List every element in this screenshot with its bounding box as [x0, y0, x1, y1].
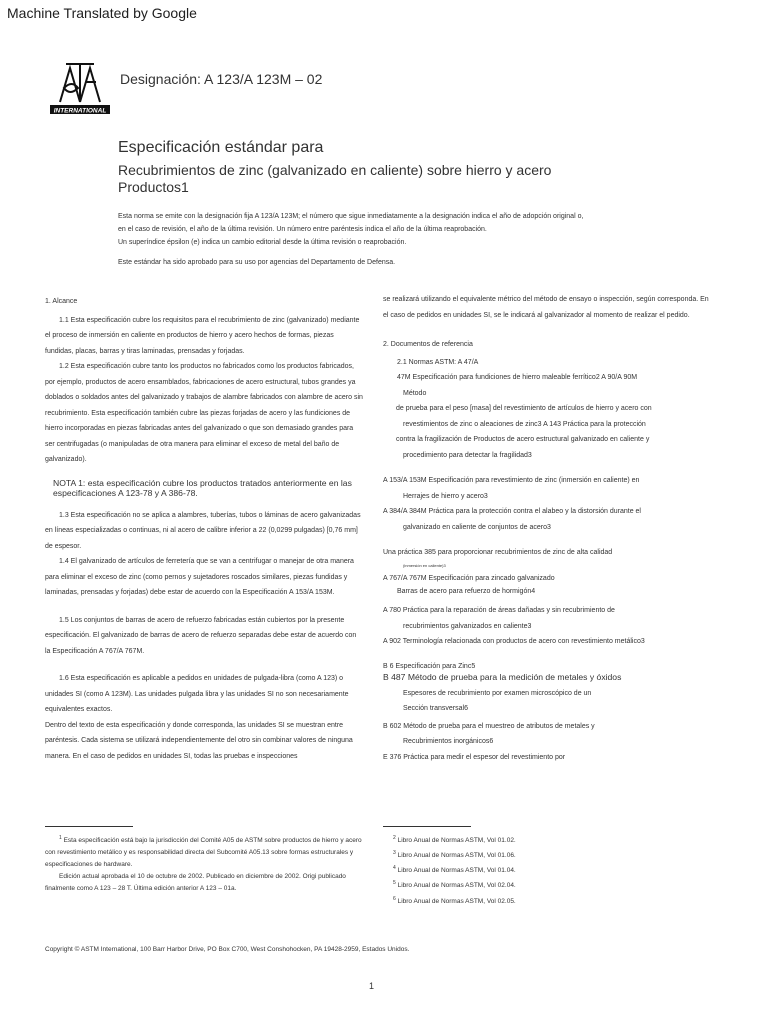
- footnote-4-text: Libro Anual de Normas ASTM, Vol 01.04.: [397, 867, 516, 875]
- subtitle-line-2: Productos1: [118, 179, 189, 195]
- paragraph-1-6-continued: Dentro del texto de esta especificación y donde corresponda, las unidades SI se muestran entre paréntesis. Cada sistema se utilizará independientemente del otro sin combinar valores de ninguna manera. En el caso de pedidos en unidades SI, todas las pruebas e inspecciones: [45, 721, 353, 760]
- intro-line-1: Esta norma se emite con la designación fija A 123/A 123M; el número que sigue inmediatamente a la designación indica el año de adopción original o,: [118, 213, 584, 220]
- footnotes-left: [45, 832, 363, 895]
- footnote-1-number: 1: [59, 835, 62, 841]
- ref-a384-line-2: galvanizado en caliente de conjuntos de acero3: [403, 523, 551, 531]
- footnote-6-number: 6: [393, 895, 396, 902]
- footnote-3: [393, 847, 713, 862]
- footnote-6-text: Libro Anual de Normas ASTM, Vol 02.05.: [397, 897, 516, 905]
- ref-a47-line-2: Método: [403, 389, 427, 397]
- ref-a385-line-1: Una práctica 385 para proporcionar recubrimientos de zinc de alta calidad: [383, 549, 613, 556]
- ref-a153-line-1: A 153/A 153M Especificación para revestimiento de zinc (inmersión en caliente) en: [383, 477, 640, 484]
- right-column: [383, 292, 713, 765]
- footnote-2-text: Libro Anual de Normas ASTM, Vol 01.02.: [397, 837, 516, 845]
- section-heading-references: 2. Documentos de referencia: [383, 341, 473, 348]
- footnote-rule-right: [383, 826, 471, 827]
- continued-text: se realizará utilizando el equivalente métrico del método de ensayo o inspección, según corresponda. En el caso de pedidos en unidades SI, se le indicará al galvanizador al momento de realizar el pedido.: [383, 296, 709, 319]
- paragraph-1-5: 1.5 Los conjuntos de barras de acero de refuerzo fabricadas están cubiertos por la presente especificación. El galvanizado de barras de acero de refuerzo separadas debe estar de acuerdo con la Especificación A 767/A 767M.: [45, 616, 357, 655]
- paragraph-1-1: 1.1 Esta especificación cubre los requisitos para el recubrimiento de zinc (galvanizado) mediante el proceso de inmersión en caliente en productos de hierro y acero hechos de formas, piezas fundidas, placas, barras y tiras laminadas, prensadas y forjadas.: [45, 316, 360, 355]
- footnote-1: [45, 832, 363, 871]
- astm-logo: [46, 58, 114, 118]
- paragraph-1-4: 1.4 El galvanizado de artículos de ferretería que se van a centrifugar o manejar de otra manera para eliminar el exceso de zinc (como pernos y sujetadores roscados similares, piezas fundidas y laminadas, prensadas y forjadas) debe estar de acuerdo con la Especificación A 153/A 153M.: [45, 558, 354, 596]
- paragraph-1-6: 1.6 Esta especificación es aplicable a pedidos en unidades de pulgada-libra (como A 123) o unidades SI (como A 123M). Las unidades pulgada libra y las unidades SI no son necesariamente equivalentes exactos.: [45, 675, 349, 713]
- footnote-2-number: 2: [393, 835, 396, 841]
- intro-line-3: Un superíndice épsilon (e) indica un cambio editorial desde la última revisión o reaprobación.: [118, 239, 407, 246]
- footnote-6: [393, 893, 713, 908]
- footnote-4: [393, 862, 713, 877]
- copyright-footer: Copyright © ASTM International, 100 Barr Harbor Drive, PO Box C700, West Conshohocken, PA 19428-2959, Estados Unidos.: [45, 946, 410, 953]
- footnote-5-number: 5: [393, 880, 396, 887]
- ref-a47-line-3: de prueba para el peso [masa] del revestimiento de artículos de hierro y acero con: [396, 405, 652, 412]
- ref-b487-line-3: Sección transversal6: [403, 705, 468, 712]
- section-heading-scope: 1. Alcance: [45, 298, 78, 305]
- ref-a47-line-4: revestimientos de zinc o aleaciones de zinc3 A 143 Práctica para la protección: [403, 420, 646, 428]
- footnote-3-text: Libro Anual de Normas ASTM, Vol 01.06.: [397, 852, 516, 860]
- left-column: [45, 294, 363, 764]
- intro-line-2: en el caso de revisión, el año de la última revisión. Un número entre paréntesis indica el año de la última reaprobación.: [118, 226, 487, 233]
- ref-a902: A 902 Terminología relacionada con productos de acero con revestimiento metálico3: [383, 638, 645, 645]
- ref-e376: E 376 Práctica para medir el espesor del revestimiento por: [383, 753, 566, 761]
- note-1: NOTA 1: esta especificación cubre los productos tratados anteriormente en las especificaciones A 123-78 y A 386-78.: [53, 477, 352, 498]
- designation: Designación: A 123/A 123M – 02: [120, 71, 323, 87]
- paragraph-1-3: 1.3 Esta especificación no se aplica a alambres, tuberías, tubos o láminas de acero galvanizadas en líneas especializadas o continuas, ni al acero de calibre inferior a 22 (0,0299 pulgadas) [0,76 mm] de espesor.: [45, 511, 361, 550]
- footnote-3-number: 3: [393, 850, 396, 857]
- ref-b487-line-1: B 487 Método de prueba para la medición de metales y óxidos: [383, 671, 622, 682]
- translation-banner: Machine Translated by Google: [7, 5, 197, 21]
- ref-a780-line-1: A 780 Práctica para la reparación de áreas dañadas y sin recubrimiento de: [383, 607, 615, 614]
- ref-a47-line-1: 47M Especificación para fundiciones de hierro maleable ferrítico2 A 90/A 90M: [397, 374, 638, 381]
- footnote-1-edition: Edición actual aprobada el 10 de octubre de 2002. Publicado en diciembre de 2002. Origi publicado finalmente como A 123 – 28 T. Última edición anterior A 123 – 01a.: [45, 873, 346, 893]
- footnote-rule-left: [45, 826, 133, 827]
- paragraph-1-2: 1.2 Esta especificación cubre tanto los productos no fabricados como los productos fabricados, por ejemplo, productos de acero ensamblados, fabricaciones de acero estructural, tubos grandes ya doblados o soldados antes del galvanizado y trabajos de alambre fabricados con alambre de acero sin recubrimiento. Esta especificación también cubre las piezas forjadas de acero y las fundiciones de hierro incorporadas en piezas fabricadas antes del galvanizado o que son demasiado grandes para ser centrifugadas (o manipuladas de otra manera para eliminar el exceso de metal del baño de galvanizado).: [45, 363, 363, 463]
- footnote-5: [393, 877, 713, 892]
- ref-a780-line-2: recubrimientos galvanizados en caliente3: [403, 622, 532, 630]
- ref-a385-line-2: (inmersión en caliente)3: [403, 562, 446, 568]
- footnote-1-text: Esta especificación está bajo la jurisdicción del Comité A05 de ASTM sobre productos de hierro y acero con revestimiento metálico y es responsabilidad directa del Subcomité A05.13 sobre formas estructurales y especificaciones de hardware.: [45, 837, 362, 869]
- intro-block: [118, 210, 738, 269]
- ref-b6: B 6 Especificación para Zinc5: [383, 662, 476, 670]
- logo-text-bottom: INTERNATIONAL: [53, 107, 107, 115]
- document-title: Especificación estándar para: [118, 139, 324, 156]
- ref-a767-line-1: A 767/A 767M Especificación para zincado galvanizado: [383, 574, 555, 582]
- document-subtitle: [118, 162, 551, 196]
- page-number: 1: [369, 981, 375, 991]
- ref-a767-line-2: Barras de acero para refuerzo de hormigón4: [397, 588, 536, 595]
- intro-line-4: Este estándar ha sido aprobado para su uso por agencias del Departamento de Defensa.: [118, 259, 396, 266]
- footnote-5-text: Libro Anual de Normas ASTM, Vol 02.04.: [397, 882, 516, 890]
- footnote-4-number: 4: [393, 865, 396, 872]
- subtitle-line-1: Recubrimientos de zinc (galvanizado en caliente) sobre hierro y acero: [118, 162, 552, 178]
- footnote-2: [393, 832, 713, 847]
- ref-a47-line-6: procedimiento para detectar la fragilidad3: [403, 451, 532, 459]
- ref-a384-line-1: A 384/A 384M Práctica para la protección contra el alabeo y la distorsión durante el: [383, 508, 641, 515]
- ref-b487-line-2: Espesores de recubrimiento por examen microscópico de un: [403, 689, 592, 697]
- ref-a47-line-5: contra la fragilización de Productos de acero estructural galvanizado en caliente y: [396, 436, 650, 443]
- ref-2-1: 2.1 Normas ASTM: A 47/A: [397, 358, 479, 366]
- ref-a153-line-2: Herrajes de hierro y acero3: [403, 492, 488, 500]
- ref-b602-line-1: B 602 Método de prueba para el muestreo de atributos de metales y: [383, 722, 595, 730]
- ref-b602-line-2: Recubrimientos inorgánicos6: [403, 738, 494, 745]
- footnotes-right: [393, 832, 713, 908]
